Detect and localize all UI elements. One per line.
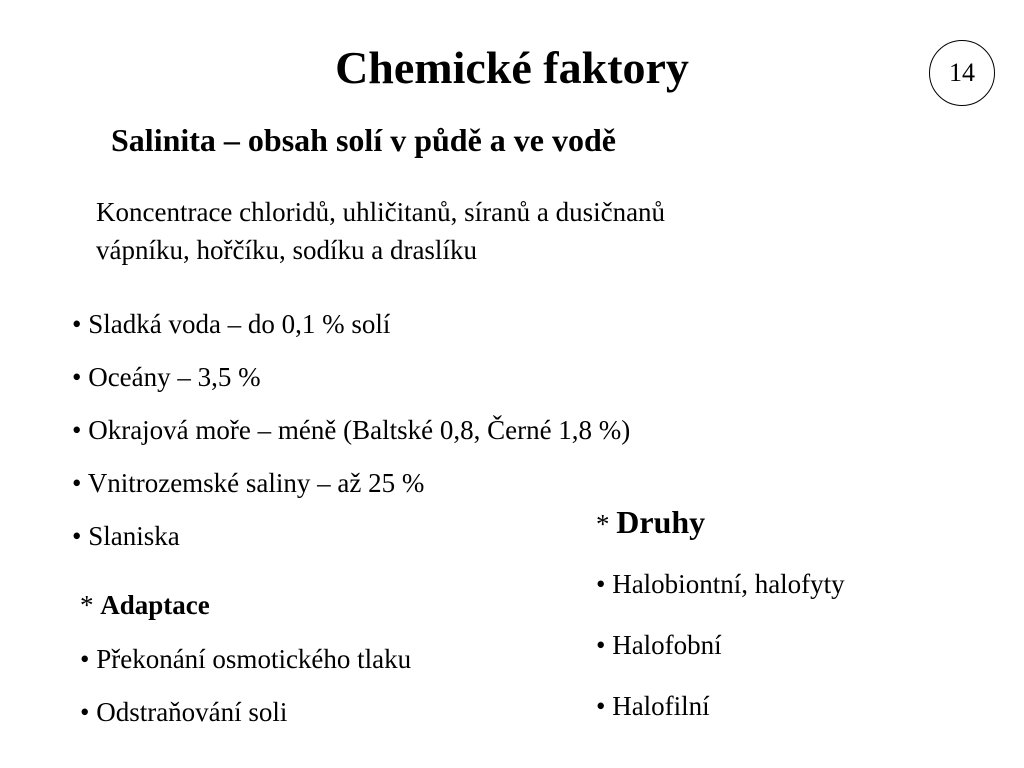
bullet-item-slaniska: • Slaniska bbox=[72, 521, 180, 551]
slide-subtitle: Salinita – obsah solí v půdě a ve vodě bbox=[111, 122, 616, 158]
druhy-heading-text: Druhy bbox=[616, 504, 706, 540]
druhy-item: • Halofilní bbox=[596, 691, 710, 721]
bullet-item-oceany: • Oceány – 3,5 % bbox=[72, 362, 261, 392]
druhy-section bbox=[596, 500, 845, 745]
slide-title: Chemické faktory bbox=[335, 42, 689, 93]
bullet-item-okrajova-more: • Okrajová moře – méně (Baltské 0,8, Černé 1,8 %) bbox=[72, 415, 631, 445]
bullet-item-sladka-voda: • Sladká voda – do 0,1 % solí bbox=[72, 309, 391, 339]
adaptace-heading-text: Adaptace bbox=[100, 590, 210, 620]
adaptace-heading bbox=[80, 585, 411, 639]
page-number: 14 bbox=[949, 58, 975, 87]
salinity-bullet-list bbox=[72, 304, 630, 569]
adaptace-prefix: * bbox=[80, 590, 101, 620]
adaptace-item: • Odstraňování soli bbox=[80, 697, 288, 727]
adaptace-section bbox=[80, 585, 411, 745]
adaptace-item: • Překonání osmotického tlaku bbox=[80, 644, 412, 674]
druhy-item: • Halobiontní, halofyty bbox=[596, 569, 845, 599]
page-number-badge bbox=[929, 40, 995, 106]
druhy-item: • Halofobní bbox=[596, 630, 722, 660]
druhy-prefix: * bbox=[596, 509, 617, 539]
druhy-heading bbox=[596, 500, 845, 562]
bullet-item-vnitrozemske-saliny: • Vnitrozemské saliny – až 25 % bbox=[72, 468, 425, 498]
description-line: Koncentrace chloridů, uhličitanů, síranů a dusičnanů bbox=[96, 197, 666, 227]
description bbox=[96, 193, 665, 269]
description-line: vápníku, hořčíku, sodíku a draslíku bbox=[96, 235, 477, 265]
